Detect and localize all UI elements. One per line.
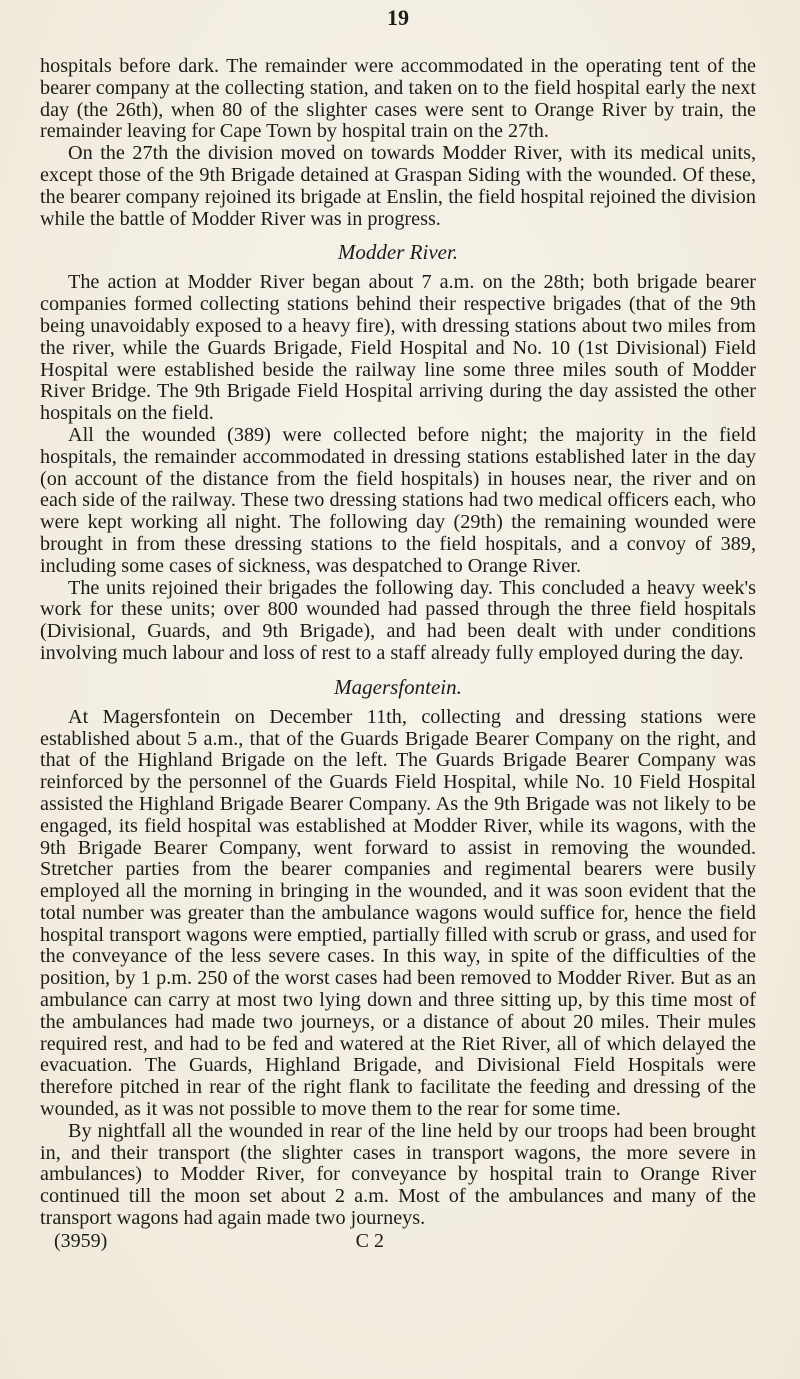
paragraph: All the wounded (389) were collected before night; the majority in the field hospitals, the remainder accommodated in dressing stations established later in the day (on account of the distance from the field hospitals) in houses near, the river and on each side of the railway. These two dressing stations had two medical officers each, who were kept working all night. The following day (29th) the remaining wounded were brought in from these dressing stations to the field hospitals, and a convoy of 389, including some cases of sickness, was despatched to Orange River. — [40, 423, 756, 577]
section-heading-magersfontein: Magersfontein. — [334, 674, 462, 699]
page-footer — [54, 1230, 384, 1252]
print-code: (3959) — [54, 1229, 108, 1252]
paragraph: By nightfall all the wounded in rear of the line held by our troops had been brought in, and their transport (the slighter cases in transport wagons, the more severe in ambulances) to Modder River, for conveyance by hospital train to Orange River continued till the moon set about 2 a.m. Most of the ambulances and many of the transport wagons had again made two journeys. — [40, 1119, 756, 1230]
paragraph: On the 27th the division moved on towards Modder River, with its medical units, except those of the 9th Brigade detained at Graspan Siding with the wounded. Of these, the bearer company rejoined its brigade at Enslin, the field hospital rejoined the division while the battle of Modder River was in progress. — [40, 142, 756, 230]
paragraph: The action at Modder River began about 7 a.m. on the 28th; both brigade bearer companies formed collecting stations behind their respective brigades (that of the 9th being unavoidably exposed to a heavy fire), with dressing stations about two miles from the river, while the Guards Brigade, Field Hospital and No. 10 (1st Divisional) Field Hospital were established beside the railway line some three miles south of Modder River Bridge. The 9th Brigade Field Hospital arriving during the day assisted the other hospitals on the field. — [40, 271, 756, 425]
signature-mark: C 2 — [355, 1229, 384, 1252]
page-number: 19 — [387, 5, 409, 30]
section-heading-modder-river: Modder River. — [337, 240, 459, 265]
paragraph: The units rejoined their brigades the following day. This concluded a heavy week's work for these units; over 800 wounded had passed through the three field hospitals (Divisional, Guards, and 9th Brigade), and had been dealt with under conditions involving much labour and loss of rest to a staff already fully employed during the day. — [40, 576, 756, 664]
paragraph: At Magersfontein on December 11th, collecting and dressing stations were established about 5 a.m., that of the Guards Brigade Bearer Company on the right, and that of the Highland Brigade on the left. The Guards Brigade Bearer Company was reinforced by the personnel of the Guards Field Hospital, while No. 10 Field Hospital assisted the Highland Brigade Bearer Company. As the 9th Brigade was not likely to be engaged, its field hospital was established at Modder River, while its wagons, with the 9th Brigade Bearer Company, went forward to assist in removing the wounded. Stretcher parties from the bearer companies and regimental bearers were busily employed all the morning in bringing in the wounded, and it was soon evident that the total number was greater than the ambulance wagons would suffice for, hence the field hospital transport wagons were emptied, partially filled with scrub or grass, and used for the conveyance of the less severe cases. In this way, in spite of the difficulties of the position, by 1 p.m. 250 of the worst cases had been removed to Modder River. But as an ambulance can carry at most two lying down and three sitting up, by this time most of the ambulances had made two journeys, or a distance of about 20 miles. Their mules required rest, and had to be fed and watered at the Riet River, all of which delayed the evacuation. The Guards, Highland Brigade, and Divisional Field Hospitals were therefore pitched in rear of the right flank to facilitate the feeding and dressing of the wounded, as it was not possible to move them to the rear for some time. — [40, 705, 756, 1121]
paragraph: hospitals before dark. The remainder were accommodated in the operating tent of the bearer company at the collecting station, and taken on to the field hospital early the next day (the 26th), when 80 of the slighter cases were sent to Orange River by train, the remainder leaving for Cape Town by hospital train on the 27th. — [40, 55, 756, 143]
